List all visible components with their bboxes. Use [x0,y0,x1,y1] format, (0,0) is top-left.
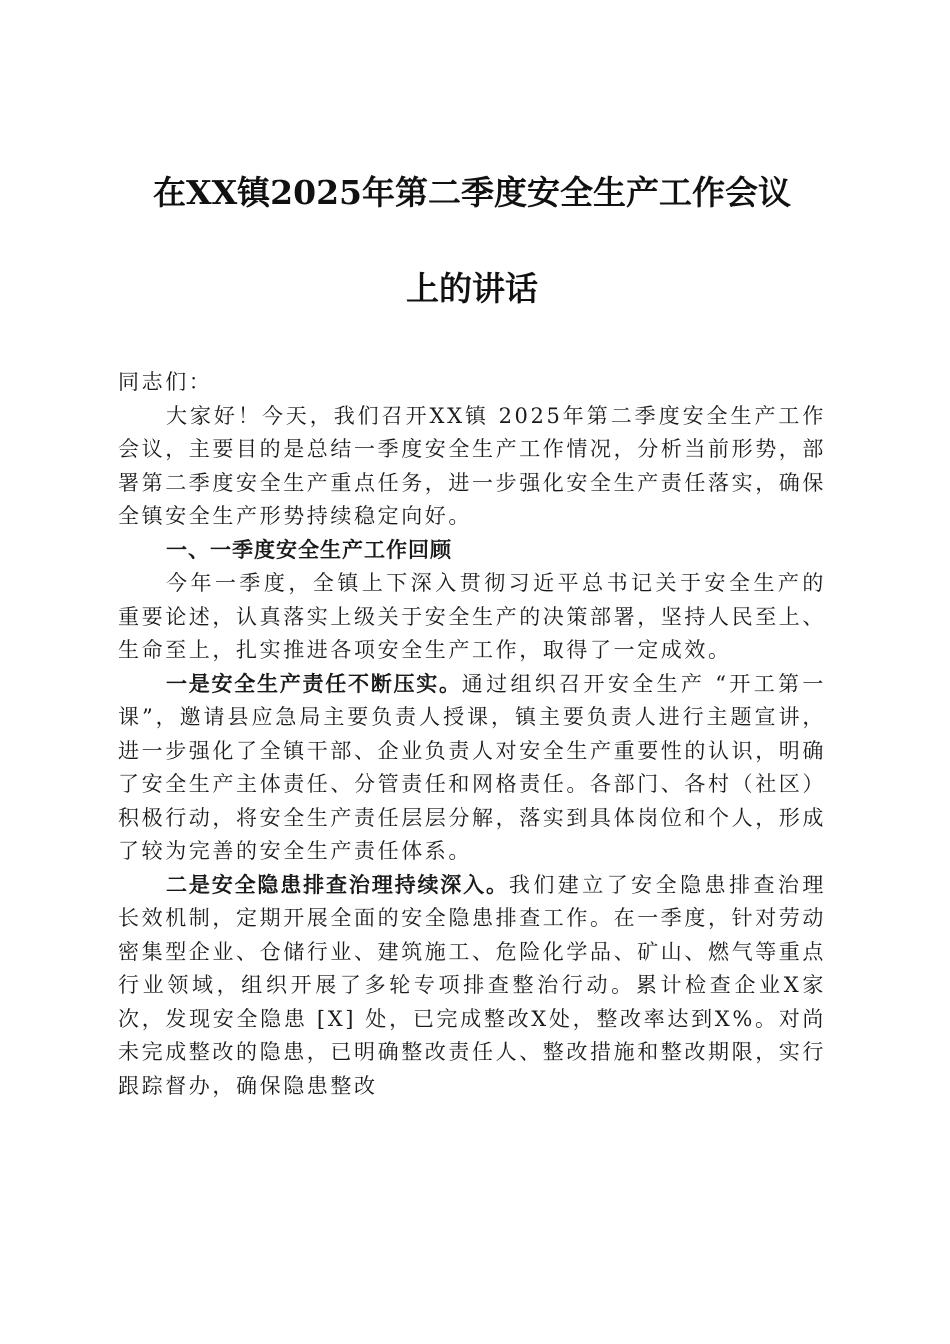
document-body [118,366,826,1103]
point-2-lead: 二是安全隐患排查治理持续深入。 [166,872,509,897]
document-title-line-2: 上的讲话 [406,269,538,308]
point-2-paragraph [118,869,826,1104]
intro-paragraph: 大家好！今天，我们召开XX镇 2025年第二季度安全生产工作会议，主要目的是总结一季度安全生产工作情况，分析当前形势，部署第二季度安全生产重点任务，进一步强化安全生产责任落实，确保全镇安全生产形势持续稳定向好。 [118,403,826,528]
salutation: 同志们： [118,370,213,394]
point-1-paragraph [118,668,826,869]
section-heading-1: 一、一季度安全生产工作回顾 [166,537,452,562]
point-1-lead: 一是安全生产责任不断压实。 [166,671,462,696]
point-1-text: 通过组织召开安全生产 “开工第一课”，邀请县应急局主要负责人授课，镇主要负责人进行主题宣讲，进一步强化了全镇干部、企业负责人对安全生产重要性的认识，明确了安全生产主体责任、分管责任和网格责任。各部门、各村（社区）积极行动，将安全生产责任层层分解，落实到具体岗位和个人，形成了较为完善的安全生产责任体系。 [118,671,827,863]
document-title-line-1: 在XX镇2025年第二季度安全生产工作会议 [152,173,792,212]
point-2-text: 我们建立了安全隐患排查治理长效机制，定期开展全面的安全隐患排查工作。在一季度，针对劳动密集型企业、仓储行业、建筑施工、危险化学品、矿山、燃气等重点行业领域，组织开展了多轮专项排查整治行动。累计检查企业X家次，发现安全隐患 [X] 处，已完成整改X处，整改率达到X%。对尚未完成整改的隐患，已明确整改责任人、整改措施和整改期限，实行跟踪督办，确保隐患整改 [118,872,826,1098]
section-1-intro-paragraph: 今年一季度，全镇上下深入贯彻习近平总书记关于安全生产的重要论述，认真落实上级关于安全生产的决策部署，坚持人民至上、生命至上，扎实推进各项安全生产工作，取得了一定成效。 [118,571,826,662]
